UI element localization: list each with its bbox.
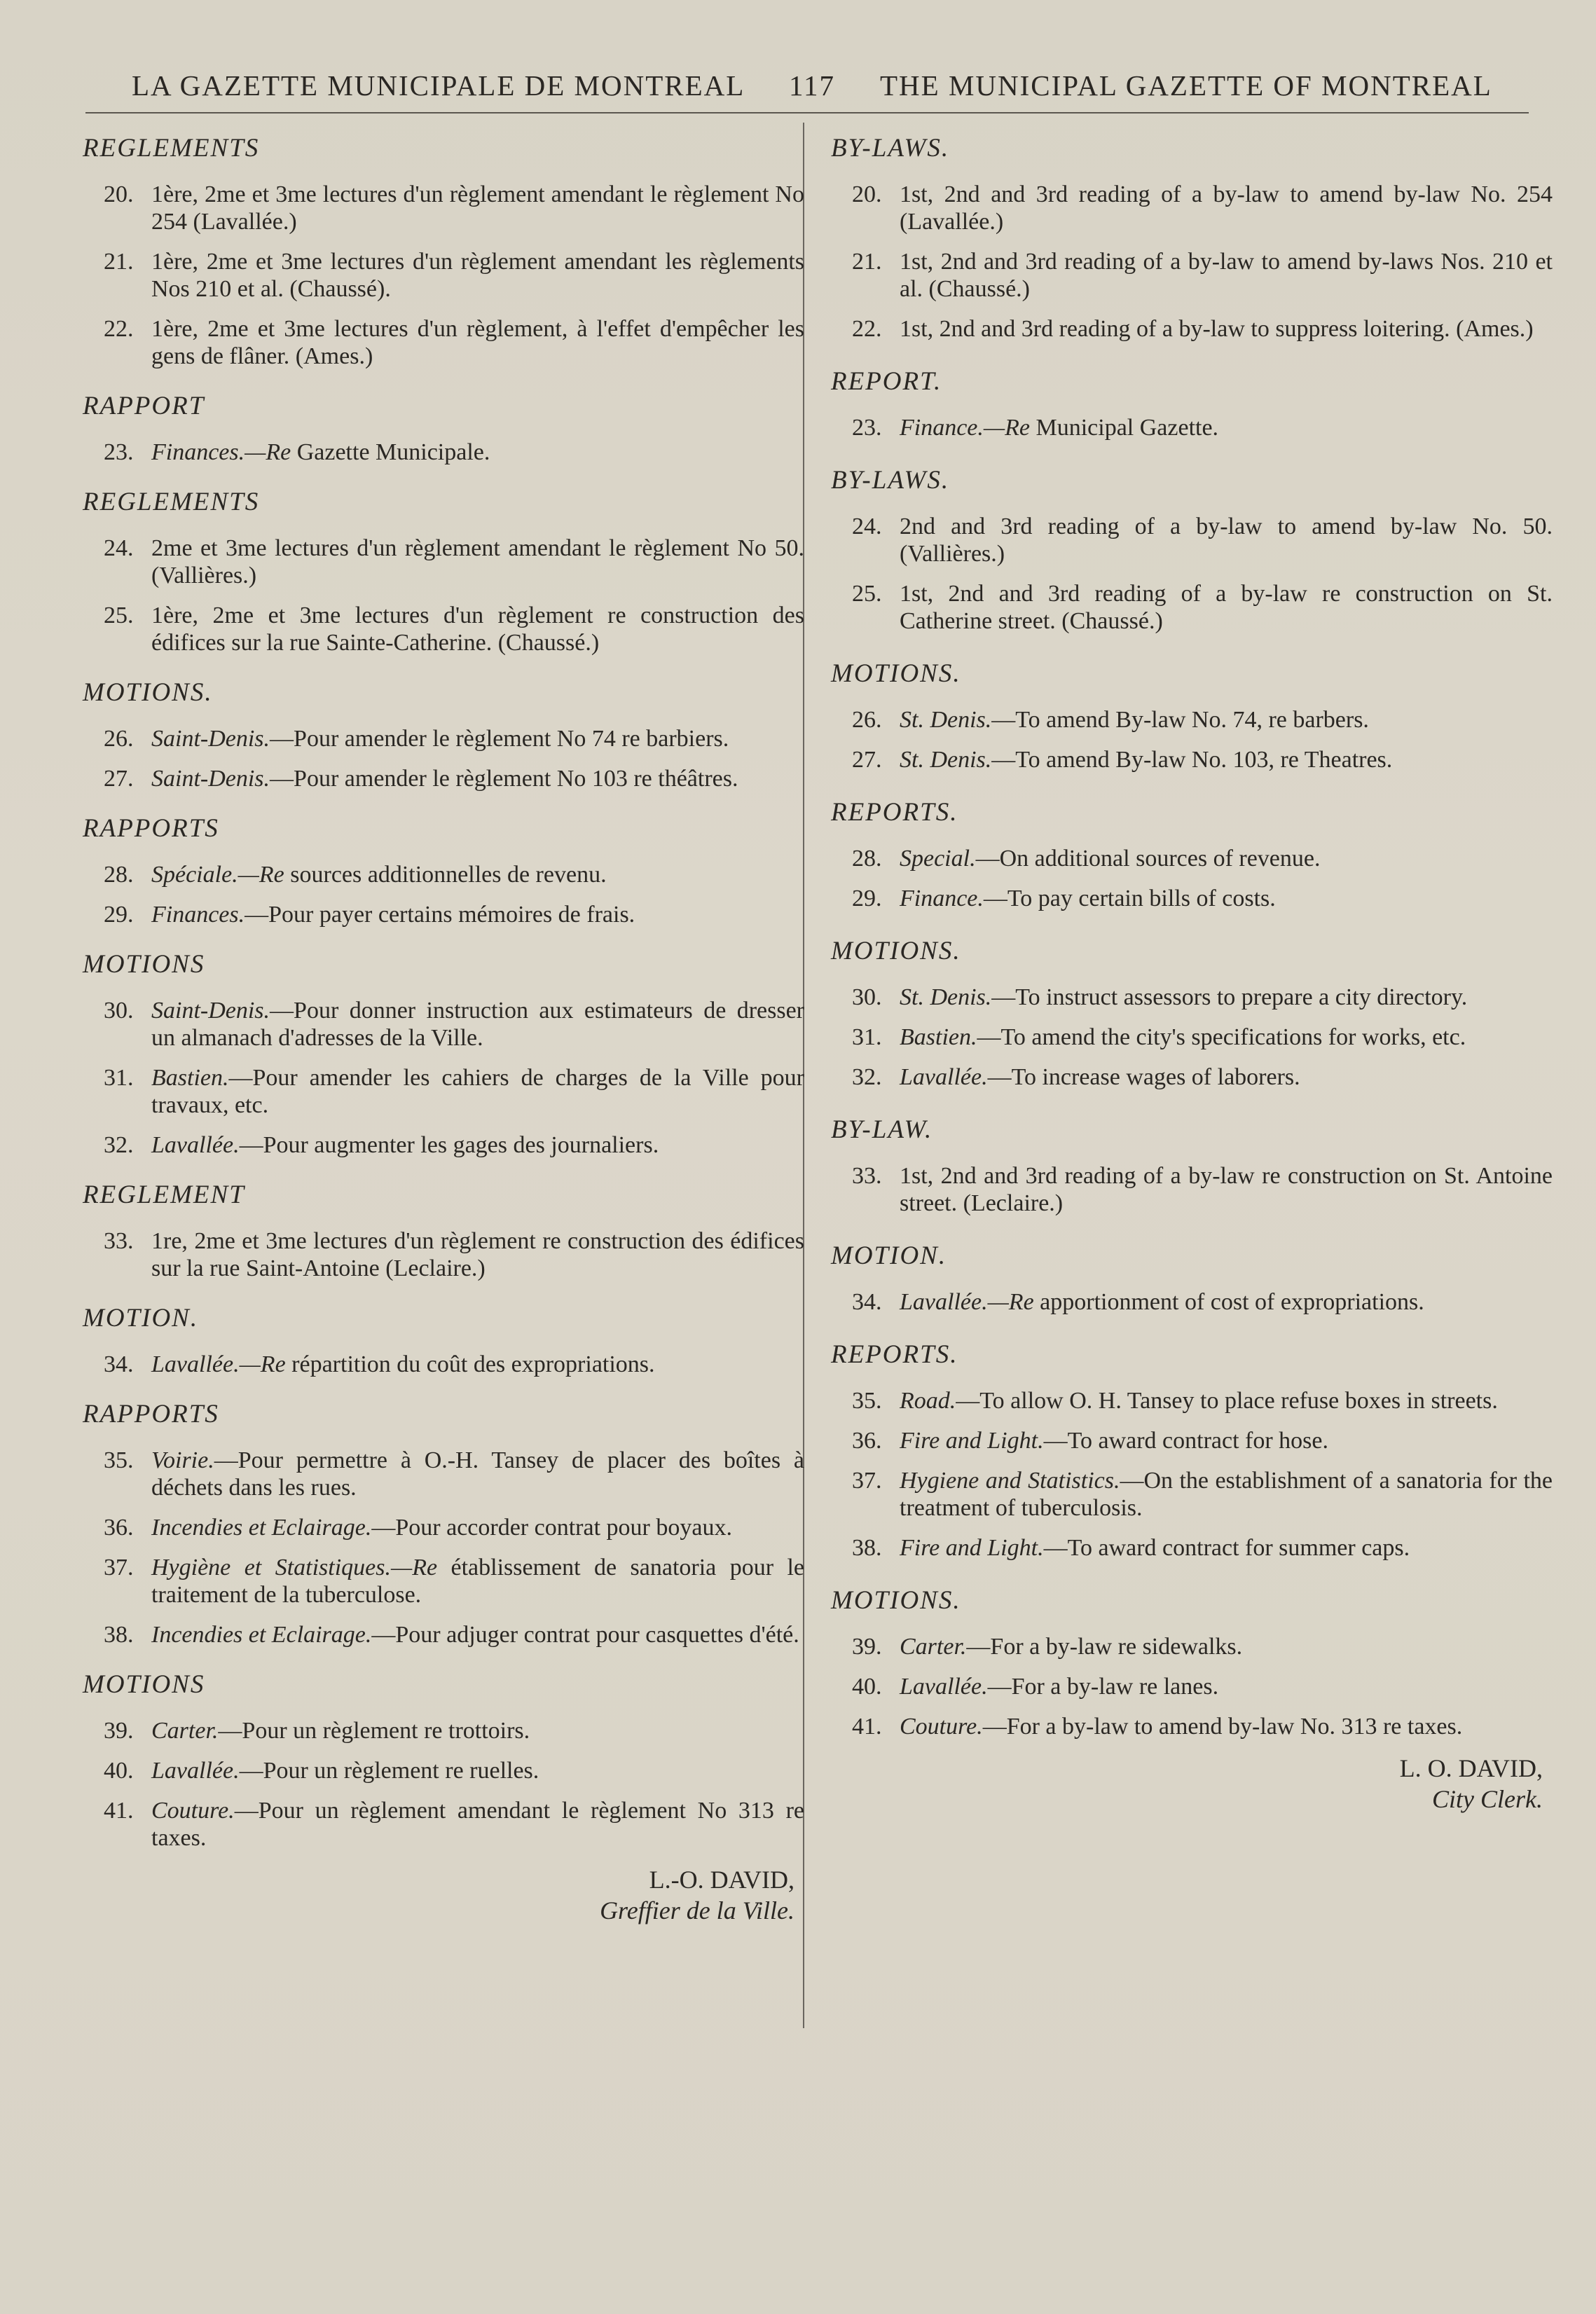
item-lead: Voirie. xyxy=(151,1447,214,1473)
item-text: Municipal Gazette. xyxy=(1030,415,1219,441)
item-lead: Saint-Denis. xyxy=(151,726,270,752)
agenda-item xyxy=(831,513,1553,567)
item-text: —Pour donner instruction aux estimateurs de dresser un almanach d'adresses de la Ville. xyxy=(151,998,804,1051)
item-number: 34. xyxy=(104,1351,134,1377)
agenda-item xyxy=(831,1427,1553,1454)
item-text: établissement de sanatoria pour le traitement de la tuberculose. xyxy=(151,1555,805,1608)
signature-name: L. O. DAVID, xyxy=(1399,1754,1543,1782)
item-text: 1st, 2nd and 3rd reading of a by-law re construction on St. Antoine street. (Leclaire.) xyxy=(900,1163,1553,1216)
section xyxy=(83,949,804,1159)
section xyxy=(831,1241,1553,1316)
item-lead: Incendies et Eclairage. xyxy=(151,1622,372,1648)
item-text: 1st, 2nd and 3rd reading of a by-law to amend by-law No. 254 (Lavallée.) xyxy=(900,181,1553,235)
agenda-item xyxy=(83,248,804,303)
item-text: —To amend By-law No. 74, re barbers. xyxy=(991,707,1369,733)
agenda-item xyxy=(831,1673,1553,1700)
item-lead: Special. xyxy=(900,846,976,872)
section xyxy=(83,677,804,792)
item-text: 1st, 2nd and 3rd reading of a by-law to amend by-laws Nos. 210 et al. (Chaussé.) xyxy=(900,249,1553,302)
item-number: 39. xyxy=(852,1634,882,1660)
agenda-item xyxy=(831,1467,1553,1522)
agenda-item xyxy=(83,1351,804,1378)
item-number: 33. xyxy=(852,1163,882,1189)
agenda-item xyxy=(83,765,804,792)
item-text: —To instruct assessors to prepare a city directory. xyxy=(991,984,1468,1010)
section xyxy=(83,1399,804,1648)
agenda-item xyxy=(831,1713,1553,1740)
item-lead: Bastien. xyxy=(900,1024,977,1050)
agenda-item xyxy=(83,1621,804,1648)
item-lead: Hygiene and Statistics. xyxy=(900,1468,1120,1494)
section xyxy=(831,659,1553,773)
item-lead: Spéciale.—Re xyxy=(151,862,284,888)
item-number: 40. xyxy=(852,1674,882,1700)
agenda-item xyxy=(83,1717,804,1744)
agenda-item xyxy=(831,1633,1553,1660)
agenda-item xyxy=(831,1024,1553,1051)
item-text: 1re, 2me et 3me lectures d'un règlement re construction des édifices sur la rue Saint-Antoine (Leclaire.) xyxy=(151,1228,804,1281)
agenda-item xyxy=(83,1554,804,1609)
item-text: —Pour accorder contrat pour boyaux. xyxy=(371,1515,732,1541)
item-number: 24. xyxy=(104,535,134,561)
section xyxy=(831,366,1553,441)
item-text: répartition du coût des expropriations. xyxy=(285,1351,655,1377)
agenda-item xyxy=(83,1514,804,1541)
item-lead: Lavallée. xyxy=(900,1674,988,1700)
section-title: BY-LAWS. xyxy=(831,134,950,163)
page-header xyxy=(84,69,1527,111)
signature-title: Greffier de la Ville. xyxy=(600,1896,794,1924)
item-lead: Bastien. xyxy=(151,1065,229,1091)
item-number: 27. xyxy=(852,747,882,773)
agenda-item xyxy=(83,861,804,888)
agenda-item xyxy=(83,901,804,928)
item-text: 1ère, 2me et 3me lectures d'un règlement, à l'effet d'empêcher les gens de flâner. (Ames.) xyxy=(151,316,804,369)
agenda-item xyxy=(831,315,1553,343)
item-text: 1ère, 2me et 3me lectures d'un règlement amendant le règlement No 254 (Lavallée.) xyxy=(151,181,804,235)
item-number: 37. xyxy=(104,1555,134,1580)
section xyxy=(831,1339,1553,1562)
agenda-item xyxy=(831,1288,1553,1316)
agenda-item xyxy=(831,181,1553,235)
section-title: BY-LAWS. xyxy=(831,466,950,495)
item-text: —Pour permettre à O.-H. Tansey de placer des boîtes à déchets dans les rues. xyxy=(151,1447,804,1501)
item-text: —To award contract for hose. xyxy=(1043,1428,1328,1454)
item-text: 1ère, 2me et 3me lectures d'un règlement re construction des édifices sur la rue Sainte-Catherine. (Chaussé.) xyxy=(151,602,804,656)
section-title: RAPPORT xyxy=(83,392,205,420)
item-text: —For a by-law re lanes. xyxy=(987,1674,1219,1700)
item-text: —Pour augmenter les gages des journaliers. xyxy=(239,1132,659,1158)
signature-name: L.-O. DAVID, xyxy=(649,1866,794,1894)
item-number: 24. xyxy=(852,514,882,539)
agenda-item xyxy=(831,414,1553,441)
item-lead: Finances. xyxy=(151,902,245,928)
section-title: REGLEMENT xyxy=(83,1180,245,1209)
item-lead: Lavallée.—Re xyxy=(900,1289,1034,1315)
item-text: —Pour amender le règlement No 74 re barbiers. xyxy=(270,726,729,752)
agenda-item xyxy=(83,535,804,589)
item-text: —Pour amender le règlement No 103 re théâtres. xyxy=(270,766,738,792)
section xyxy=(831,1585,1553,1740)
section xyxy=(831,133,1553,343)
item-number: 33. xyxy=(104,1228,134,1254)
item-text: 1ère, 2me et 3me lectures d'un règlement amendant les règlements Nos 210 et al. (Chaussé). xyxy=(151,249,804,302)
item-number: 21. xyxy=(852,249,882,275)
item-lead: Lavallée. xyxy=(151,1758,240,1784)
item-text: —On additional sources of revenue. xyxy=(975,846,1321,872)
agenda-item xyxy=(831,580,1553,635)
agenda-item xyxy=(83,1064,804,1119)
section-title: MOTIONS. xyxy=(831,937,961,965)
english-column xyxy=(831,133,1553,1814)
french-column xyxy=(83,133,804,1926)
agenda-item xyxy=(831,1387,1553,1414)
section xyxy=(83,133,804,370)
item-text: —Pour un règlement re trottoirs. xyxy=(218,1718,530,1744)
item-text: 2me et 3me lectures d'un règlement amendant le règlement No 50. (Vallières.) xyxy=(151,535,804,588)
item-number: 31. xyxy=(852,1024,882,1050)
item-number: 28. xyxy=(852,846,882,872)
agenda-item xyxy=(831,1534,1553,1562)
item-text: —Pour un règlement re ruelles. xyxy=(239,1758,539,1784)
item-lead: Finance. xyxy=(900,886,984,911)
agenda-item xyxy=(83,1447,804,1501)
item-text: —Pour un règlement amendant le règlement No 313 re taxes. xyxy=(151,1798,804,1851)
section-title: MOTIONS. xyxy=(831,1586,961,1615)
agenda-item xyxy=(831,845,1553,872)
item-number: 23. xyxy=(104,439,134,465)
agenda-item xyxy=(831,984,1553,1011)
section-title: MOTION. xyxy=(83,1304,199,1332)
item-lead: Lavallée. xyxy=(151,1132,240,1158)
item-lead: Couture. xyxy=(900,1714,983,1740)
item-lead: Saint-Denis. xyxy=(151,766,270,792)
signature xyxy=(83,1864,804,1926)
item-number: 26. xyxy=(852,707,882,733)
section-title: RAPPORTS xyxy=(83,1400,219,1428)
item-lead: Finance.—Re xyxy=(900,415,1030,441)
item-number: 30. xyxy=(104,998,134,1024)
item-lead: Couture. xyxy=(151,1798,235,1824)
item-number: 31. xyxy=(104,1065,134,1091)
section-title: REPORTS. xyxy=(831,798,958,827)
item-text: —To award contract for summer caps. xyxy=(1043,1535,1410,1561)
item-number: 25. xyxy=(852,581,882,607)
item-lead: Carter. xyxy=(151,1718,219,1744)
section xyxy=(83,487,804,656)
agenda-item xyxy=(83,725,804,752)
section xyxy=(83,1180,804,1282)
section xyxy=(831,797,1553,912)
section-title: MOTION. xyxy=(831,1241,947,1270)
item-number: 20. xyxy=(104,181,134,207)
item-text: 1st, 2nd and 3rd reading of a by-law to suppress loitering. (Ames.) xyxy=(900,316,1534,342)
item-lead: Lavallée. xyxy=(900,1064,988,1090)
item-number: 30. xyxy=(852,984,882,1010)
item-number: 32. xyxy=(104,1132,134,1158)
item-lead: Fire and Light. xyxy=(900,1535,1044,1561)
item-lead: Incendies et Eclairage. xyxy=(151,1515,372,1541)
item-number: 27. xyxy=(104,766,134,792)
item-text: 1st, 2nd and 3rd reading of a by-law re construction on St. Catherine street. (Chaussé.) xyxy=(900,581,1553,634)
section-title: REPORT. xyxy=(831,367,942,396)
item-lead: St. Denis. xyxy=(900,984,992,1010)
item-text: —Pour amender les cahiers de charges de la Ville pour travaux, etc. xyxy=(151,1065,804,1118)
agenda-item xyxy=(831,706,1553,734)
item-number: 26. xyxy=(104,726,134,752)
section xyxy=(831,1115,1553,1217)
agenda-item xyxy=(831,1162,1553,1217)
section-title: REGLEMENTS xyxy=(83,134,260,163)
signature xyxy=(831,1753,1553,1814)
section-title: RAPPORTS xyxy=(83,814,219,843)
item-number: 36. xyxy=(104,1515,134,1541)
agenda-item xyxy=(83,1757,804,1784)
header-french-title: LA GAZETTE MUNICIPALE DE MONTREAL xyxy=(132,69,745,102)
agenda-item xyxy=(83,181,804,235)
item-text: apportionment of cost of expropriations. xyxy=(1033,1289,1424,1315)
item-number: 23. xyxy=(852,415,882,441)
item-number: 34. xyxy=(852,1289,882,1315)
item-lead: Road. xyxy=(900,1388,956,1414)
agenda-item xyxy=(83,439,804,466)
item-number: 29. xyxy=(852,886,882,911)
item-lead: Fire and Light. xyxy=(900,1428,1044,1454)
item-text: —Pour payer certains mémoires de frais. xyxy=(245,902,635,928)
header-rule xyxy=(85,112,1529,113)
item-number: 41. xyxy=(852,1714,882,1740)
section xyxy=(831,465,1553,635)
item-text: —For a by-law re sidewalks. xyxy=(966,1634,1243,1660)
item-number: 25. xyxy=(104,602,134,628)
item-number: 20. xyxy=(852,181,882,207)
item-number: 35. xyxy=(852,1388,882,1414)
item-text: Gazette Municipale. xyxy=(291,439,490,465)
item-number: 32. xyxy=(852,1064,882,1090)
item-text: —To allow O. H. Tansey to place refuse boxes in streets. xyxy=(956,1388,1498,1414)
agenda-item xyxy=(831,248,1553,303)
item-number: 41. xyxy=(104,1798,134,1824)
item-lead: Carter. xyxy=(900,1634,967,1660)
item-text: —For a by-law to amend by-law No. 313 re taxes. xyxy=(982,1714,1463,1740)
item-lead: St. Denis. xyxy=(900,707,992,733)
section-title: MOTIONS xyxy=(83,1670,205,1699)
agenda-item xyxy=(83,997,804,1052)
item-text: —Pour adjuger contrat pour casquettes d'été. xyxy=(371,1622,799,1648)
item-number: 28. xyxy=(104,862,134,888)
item-text: sources additionnelles de revenu. xyxy=(284,862,607,888)
signature-title: City Clerk. xyxy=(1432,1785,1543,1813)
item-number: 35. xyxy=(104,1447,134,1473)
item-text: —To pay certain bills of costs. xyxy=(983,886,1276,911)
item-lead: Hygiène et Statistiques.—Re xyxy=(151,1555,438,1580)
item-text: —To amend the city's specifications for works, etc. xyxy=(977,1024,1466,1050)
page-number: 117 xyxy=(789,69,835,102)
agenda-item xyxy=(831,885,1553,912)
agenda-item xyxy=(831,1063,1553,1091)
item-number: 38. xyxy=(852,1535,882,1561)
section xyxy=(831,936,1553,1091)
section-title: REPORTS. xyxy=(831,1340,958,1369)
item-number: 29. xyxy=(104,902,134,928)
section-title: MOTIONS. xyxy=(83,678,213,707)
item-number: 38. xyxy=(104,1622,134,1648)
item-text: 2nd and 3rd reading of a by-law to amend by-law No. 50. (Vallières.) xyxy=(900,514,1553,567)
item-number: 22. xyxy=(852,316,882,342)
agenda-item xyxy=(83,1227,804,1282)
item-lead: Finances.—Re xyxy=(151,439,291,465)
agenda-item xyxy=(831,746,1553,773)
item-lead: Saint-Denis. xyxy=(151,998,270,1024)
item-lead: St. Denis. xyxy=(900,747,992,773)
section xyxy=(83,1303,804,1378)
item-number: 40. xyxy=(104,1758,134,1784)
agenda-item xyxy=(83,602,804,656)
section-title: REGLEMENTS xyxy=(83,488,260,516)
item-number: 36. xyxy=(852,1428,882,1454)
section xyxy=(83,813,804,928)
section-title: MOTIONS. xyxy=(831,659,961,688)
section xyxy=(83,391,804,466)
header-english-title: THE MUNICIPAL GAZETTE OF MONTREAL xyxy=(880,69,1492,102)
agenda-item xyxy=(83,1797,804,1852)
section xyxy=(83,1669,804,1852)
agenda-item xyxy=(83,1131,804,1159)
item-text: —On the establishment of a sanatoria for the treatment of tuberculosis. xyxy=(900,1468,1553,1521)
item-number: 39. xyxy=(104,1718,134,1744)
item-number: 21. xyxy=(104,249,134,275)
item-lead: Lavallée.—Re xyxy=(151,1351,286,1377)
item-number: 22. xyxy=(104,316,134,342)
item-number: 37. xyxy=(852,1468,882,1494)
item-text: —To amend By-law No. 103, re Theatres. xyxy=(991,747,1393,773)
section-title: BY-LAW. xyxy=(831,1115,933,1144)
section-title: MOTIONS xyxy=(83,950,205,979)
item-text: —To increase wages of laborers. xyxy=(987,1064,1300,1090)
agenda-item xyxy=(83,315,804,370)
